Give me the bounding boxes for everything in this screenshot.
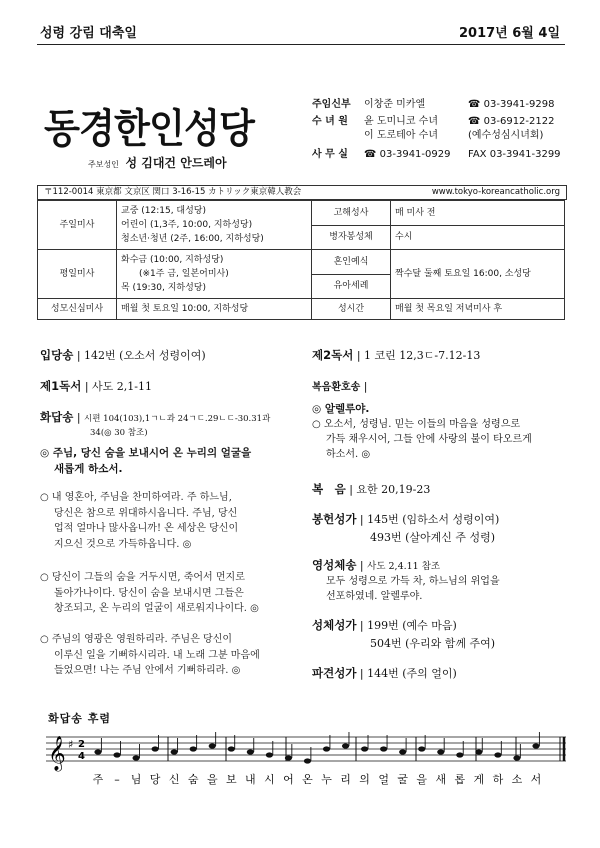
contact-office: 사 무 실 ☎ 03-3941-0929 FAX 03-3941-3299 bbox=[312, 149, 561, 160]
song-title: 화답송 후렴 bbox=[48, 712, 111, 725]
psalm-refrain: ◎ 주님, 당신 숨을 보내시어 온 누리의 얼굴을 새롭게 하소서. bbox=[40, 447, 252, 475]
song-lyrics bbox=[93, 772, 542, 786]
marian-mass-label: 성모신심미사 bbox=[38, 299, 117, 320]
note-head bbox=[304, 758, 311, 763]
time-sig-top: 2 bbox=[78, 739, 85, 750]
first-reading: 제1독서 | 사도 2,1-11 bbox=[40, 379, 153, 393]
note-head bbox=[494, 752, 501, 757]
confession-value: 매 미사 전 bbox=[391, 201, 565, 226]
note-head bbox=[113, 752, 120, 757]
lyric-syllable: 얼 bbox=[378, 773, 389, 786]
lyric-syllable: 당 bbox=[149, 773, 161, 786]
lyric-syllable: 어 bbox=[283, 773, 294, 786]
communion-hymn: 성체성가 | 199번 (예수 마음) bbox=[312, 618, 457, 632]
lyric-syllable: 리 bbox=[340, 773, 351, 786]
psalm-ref-cont: 34(◎ 30 참조) bbox=[90, 428, 148, 438]
weekday-mass-label: 평일미사 bbox=[38, 250, 117, 299]
note-head bbox=[418, 746, 425, 751]
contact-convent-2: 이 도로테아 수녀 (예수성심시녀회) bbox=[364, 130, 544, 141]
lyric-syllable: 의 bbox=[359, 773, 370, 786]
sunday-mass-label: 주일미사 bbox=[38, 201, 117, 250]
note-head bbox=[228, 746, 235, 751]
gospel: 복 음 | 요한 20,19-23 bbox=[312, 482, 431, 496]
lyric-syllable: 굴 bbox=[397, 773, 409, 786]
note-head bbox=[94, 749, 101, 754]
note-head bbox=[437, 749, 444, 754]
header-rule bbox=[37, 44, 565, 45]
note-head bbox=[456, 752, 463, 757]
lyric-syllable: 서 bbox=[530, 773, 542, 786]
alleluia: ◎ 알렐루야. bbox=[312, 403, 370, 415]
note-head bbox=[266, 752, 273, 757]
lyric-syllable: 을 bbox=[206, 773, 218, 786]
marian-mass-value: 매월 첫 토요일 10:00, 지하성당 bbox=[117, 299, 312, 320]
weekday-mass-times: 화수금 (10:00, 지하성당) (※1주 금, 일본어미사) 목 (19:30, 지하성당) bbox=[117, 250, 312, 299]
gospel-acclamation: 복음환호송 | bbox=[312, 380, 368, 393]
recessional-hymn: 파견성가 | 144번 (주의 얼이) bbox=[312, 666, 457, 680]
address-bar bbox=[37, 185, 567, 200]
second-reading: 제2독서 | 1 코린 12,3ㄷ-7.12-13 bbox=[312, 348, 481, 362]
church-logo-title: 동경한인성당 bbox=[44, 106, 255, 152]
psalm-verse-3: ○ 주님의 영광은 영원하리라. 주님은 당신이 이루신 일을 기뻐하시리라. 내 노래 그분 마음에 들었으면! 나는 주님 안에서 기뻐하리라. ◎ bbox=[40, 634, 260, 676]
note-head bbox=[513, 755, 520, 760]
patron-prefix: 주보성인 bbox=[88, 160, 119, 169]
infant-baptism-label: 유아세례 bbox=[312, 274, 391, 299]
note-head bbox=[209, 743, 216, 748]
offertory-hymn: 봉헌성가 | 145번 (임하소서 성령이여) bbox=[312, 512, 500, 526]
note-head bbox=[380, 746, 387, 751]
lyric-syllable: 롭 bbox=[454, 773, 466, 786]
feast-title: 성령 강림 대축일 bbox=[40, 26, 137, 41]
lyric-syllable: 새 bbox=[435, 773, 447, 786]
sunday-mass-times: 교중 (12:15, 대성당) 어린이 (1,3주, 10:00, 지하성당) 청소년·청년 (2주, 16:00, 지하성당) bbox=[117, 201, 312, 250]
lyric-syllable: 숨 bbox=[187, 773, 199, 786]
offertory-hymn-2: 493번 (살아계신 주 성령) bbox=[370, 531, 496, 544]
treble-clef-icon: 𝄞 bbox=[48, 736, 66, 771]
confession-label: 고해성사 bbox=[312, 201, 391, 226]
contact-pastor: 주임신부 이창준 미카엘 ☎ 03-3941-9298 bbox=[312, 99, 555, 110]
lyric-syllable: 시 bbox=[264, 773, 275, 786]
time-sig-bottom: 4 bbox=[78, 751, 85, 762]
staff-lines bbox=[46, 737, 566, 761]
sick-communion-value: 수시 bbox=[391, 225, 565, 250]
patron-name: 성 김대건 안드레아 bbox=[125, 156, 227, 170]
lyric-syllable: 소 bbox=[511, 773, 523, 786]
communion-antiphon-text: 모두 성령으로 가득 차, 하느님의 위업을 선포하였네. 알렐루야. bbox=[326, 576, 500, 602]
lyric-syllable: 게 bbox=[473, 773, 485, 786]
entrance-antiphon: 입당송 | 142번 (오소서 성령이여) bbox=[40, 348, 206, 362]
patron-saint bbox=[88, 154, 227, 171]
holy-hour-value: 매월 첫 목요일 저녁미사 후 bbox=[391, 299, 565, 320]
lyric-syllable: 하 bbox=[492, 773, 504, 786]
note-head bbox=[247, 749, 254, 754]
lyric-syllable: 을 bbox=[416, 773, 428, 786]
communion-antiphon: 영성체송 | 사도 2,4.11 참조 bbox=[312, 558, 441, 572]
lyric-syllable: 님 bbox=[130, 773, 142, 786]
lyric-syllable: 온 bbox=[302, 773, 313, 786]
contact-convent: 수 녀 원 윤 도미니코 수녀 ☎ 03-6912-2122 bbox=[312, 116, 555, 127]
sharp-icon: ♯ bbox=[68, 738, 74, 751]
note-head bbox=[399, 749, 406, 754]
alleluia-verse: ○ 오소서, 성령님. 믿는 이들의 마음을 성령으로 가득 채우시어, 그들 안에 사랑의 불이 타오르게 하소서. ◎ bbox=[312, 419, 532, 460]
note-head bbox=[171, 749, 178, 754]
sick-communion-label: 병자봉성체 bbox=[312, 225, 391, 250]
lyric-syllable: 누 bbox=[321, 773, 332, 786]
lyric-syllable: – bbox=[114, 773, 120, 786]
lyric-syllable: 내 bbox=[245, 773, 256, 786]
lyric-syllable: 보 bbox=[225, 773, 237, 786]
holy-hour-label: 성시간 bbox=[312, 299, 391, 320]
psalm-verse-1: ○ 내 영혼아, 주님을 찬미하여라. 주 하느님, 당신은 참으로 위대하시옵니다. 주님, 당신 업적 얼마나 많사옵니까! 온 세상은 당신이 지으신 것으로 가득하옵니다. ◎ bbox=[40, 492, 239, 550]
note-head bbox=[132, 755, 139, 760]
communion-hymn-2: 504번 (우리와 함께 주여) bbox=[370, 637, 496, 650]
psalm-label-line: 화답송 | 시편 104(103),1ㄱㄴ과 24ㄱㄷ.29ㄴㄷ-30.31과 bbox=[40, 410, 271, 424]
note-head bbox=[342, 743, 349, 748]
note-head bbox=[190, 746, 197, 751]
lyric-syllable: 주 bbox=[92, 773, 104, 786]
note-head bbox=[152, 746, 159, 751]
note-head bbox=[361, 746, 368, 751]
wedding-label: 혼인예식 bbox=[312, 250, 391, 275]
lyric-syllable: 신 bbox=[168, 773, 180, 786]
note-head bbox=[532, 743, 539, 748]
mass-schedule-table bbox=[37, 200, 565, 320]
psalm-verse-2: ○ 당신이 그들의 숨을 거두시면, 죽어서 먼지로 돌아가나이다. 당신이 숨을 보내시면 그들은 창조되고, 온 누리의 얼굴이 새로워지나이다. ◎ bbox=[40, 572, 259, 614]
wedding-infant-value: 짝수달 둘째 토요일 16:00, 소성당 bbox=[391, 250, 565, 299]
address-text: 〒112-0014 東京都 文京区 関口 3-16-15 カトリック東京韓人教会 bbox=[44, 187, 302, 197]
issue-date: 2017년 6월 4일 bbox=[459, 26, 560, 41]
website-link[interactable]: www.tokyo-koreancatholic.org bbox=[431, 187, 560, 197]
note-head bbox=[323, 746, 330, 751]
sheet-music bbox=[36, 725, 572, 795]
